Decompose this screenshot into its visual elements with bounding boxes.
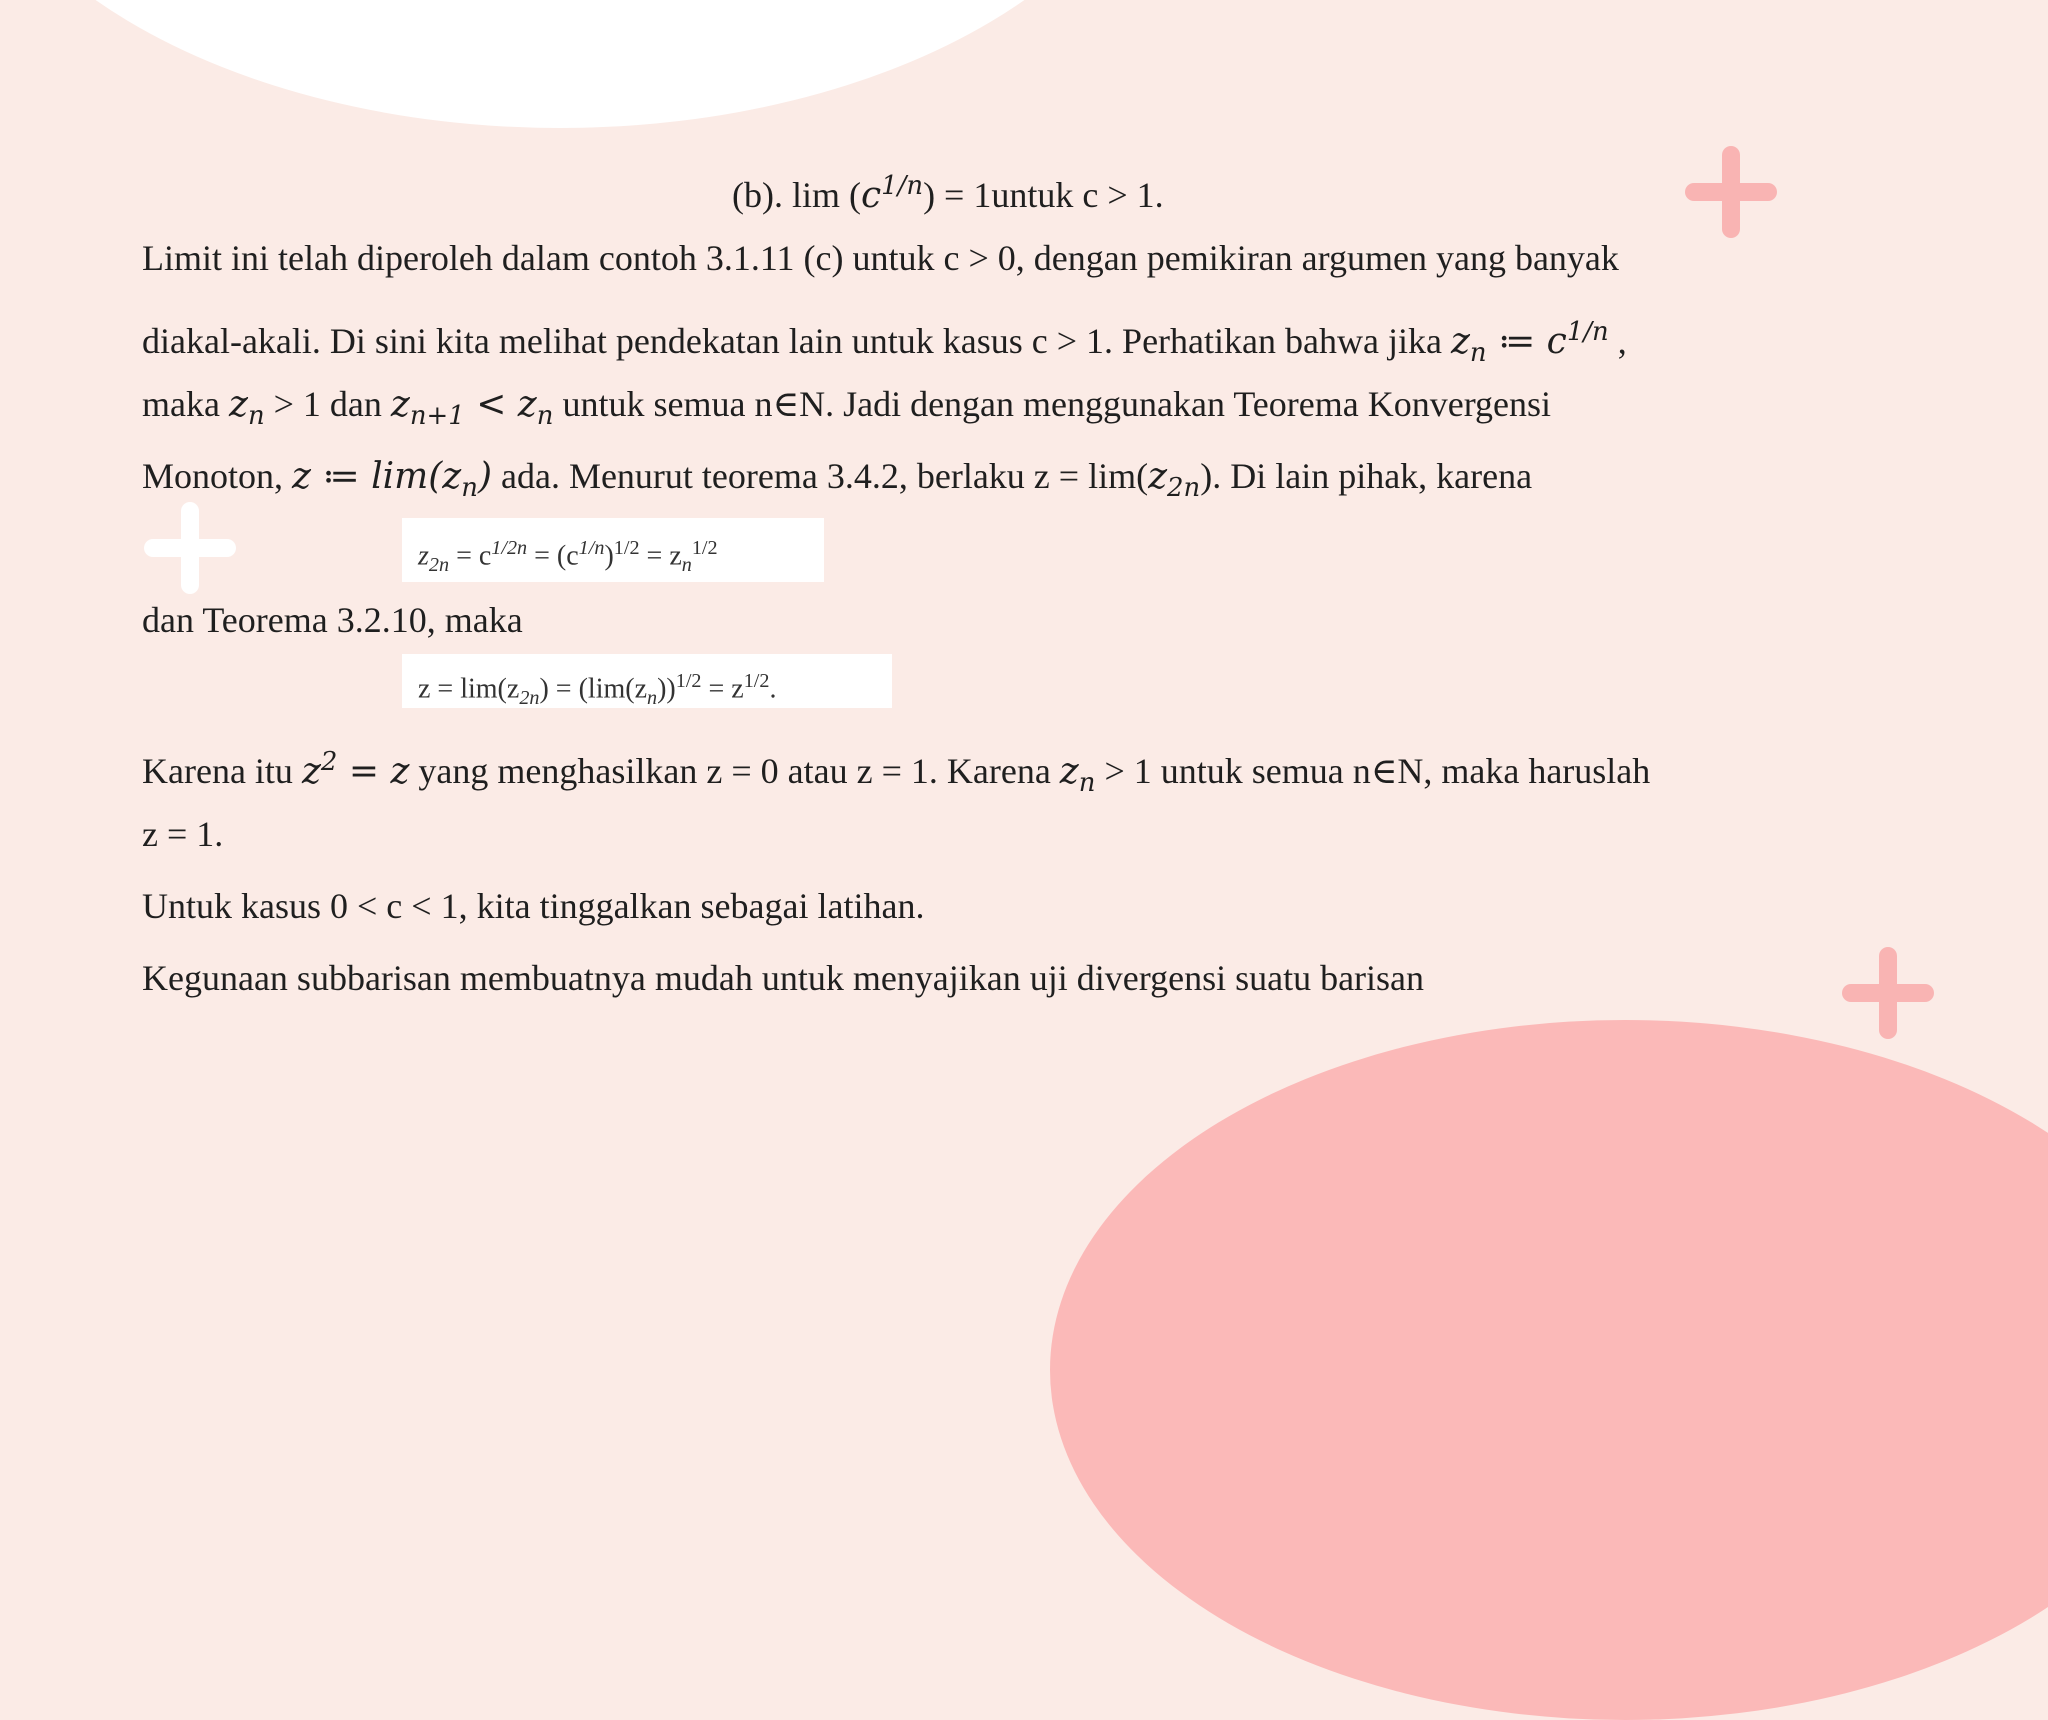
plus-icon-top-right (1685, 146, 1777, 238)
equation-box-1: $z_{2n} = c^{1/2n} = (c^{1/n})^{1/2} = z_n^{1/2}$ (402, 518, 824, 582)
equation-box-2: $z = \lim(z_{2n}) = (\lim(z_n))^{1/2} = z^{1/2}$. (402, 654, 892, 708)
text-kegunaan: Kegunaan subbarisan membuatnya mudah untuk menyajikan uji divergensi suatu barisan (142, 958, 1425, 998)
paragraph-line-1: Limit ini telah diperoleh dalam contoh 3.1.11 (c) untuk c > 0, dengan pemikiran argumen yang banyak (142, 238, 1619, 278)
text-untuk-kasus: Untuk kasus 0 < c < 1, kita tinggalkan sebagai latihan. (142, 886, 925, 926)
plus-icon-left (144, 502, 236, 594)
text-dan-teorema: dan Teorema 3.2.10, maka (142, 600, 523, 640)
text-karena-itu: Karena itu $z^2 = z$ yang menghasilkan z = 0 atau z = 1. Karena $z_n > 1$ untuk semua n∈N, maka haruslah (142, 747, 1651, 799)
paragraph-line-2: diakal-akali. Di sini kita melihat pendekatan lain untuk kasus c > 1. Perhatikan bahwa jika $z_n$ ≔ $c^{1/n}$ , (142, 317, 1627, 369)
decorative-bottom-blob (1050, 1020, 2048, 1720)
decorative-top-blob (0, 0, 1170, 128)
text-z-equals-1: z = 1. (142, 814, 224, 854)
paragraph-line-3: maka $z_n > 1$ dan $z_{n+1} < z_n$ untuk semua n∈N. Jadi dengan menggunakan Teorema Konvergensi (142, 384, 1552, 432)
slide-title: (b). $\lim (c^{1/n})$ = 1untuk c > 1. (732, 171, 1164, 216)
plus-icon-bottom-right (1842, 947, 1934, 1039)
paragraph-line-4: Monoton, z ≔ $\lim(z_n)$ ada. Menurut teorema 3.4.2, berlaku $z = \lim(z_{2n})$. Di lain pihak, karena (142, 456, 1533, 504)
